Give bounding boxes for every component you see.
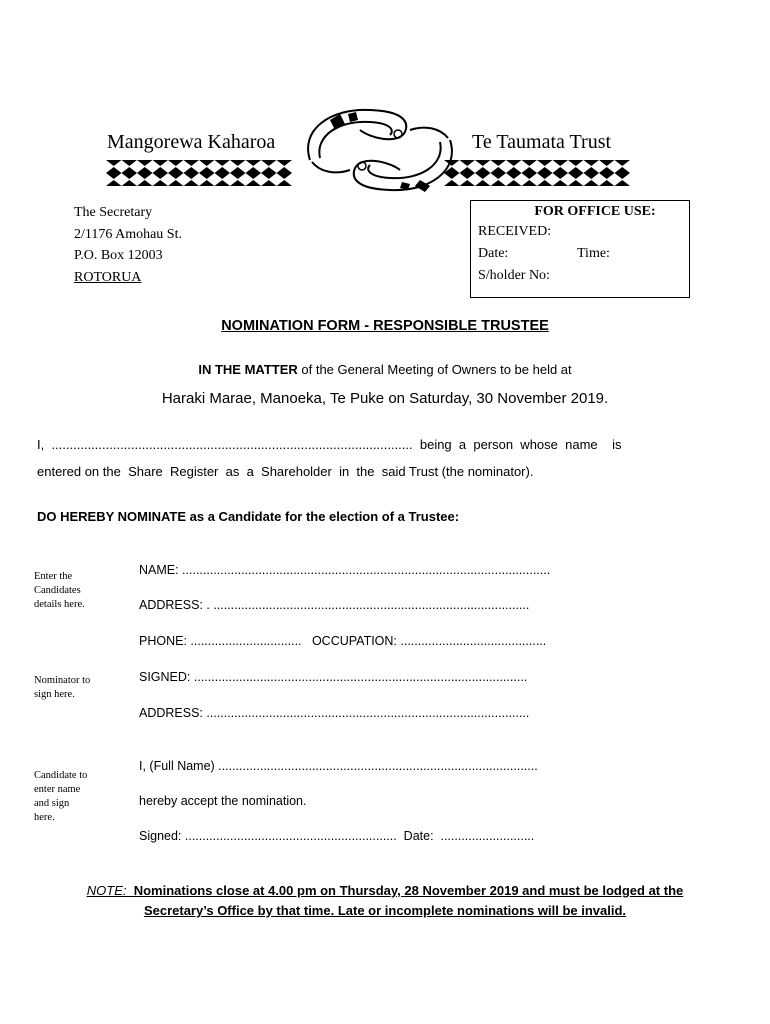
side-note-line: Candidate to — [34, 770, 88, 781]
note-line-1: Nominations close at 4.00 pm on Thursday, 28 November 2019 and must be lodged at the — [126, 883, 684, 898]
pattern-band-left — [106, 160, 292, 186]
candidate-address-field[interactable]: ADDRESS: . ........................................................................................... — [139, 598, 530, 612]
matter-line — [0, 362, 770, 377]
trust-logo — [290, 100, 470, 200]
side-note-line: details here. — [34, 599, 85, 610]
note-line-2: Secretary’s Office by that time. Late or incomplete nominations will be invalid. — [143, 903, 627, 918]
nominator-signed-field[interactable]: SIGNED: ................................................................................................ — [139, 670, 528, 684]
office-use-heading: FOR OFFICE USE: — [534, 204, 656, 219]
org-name-right: Te Taumata Trust — [472, 131, 612, 153]
side-note-line: Nominator to — [34, 675, 91, 686]
matter-rest: of the General Meeting of Owners to be held at — [297, 362, 572, 377]
office-time-label: Time: — [577, 246, 610, 261]
form-title: NOMINATION FORM - RESPONSIBLE TRUSTEE — [221, 318, 549, 334]
side-note-line: enter name — [34, 784, 81, 795]
acceptance-side-note — [34, 769, 87, 825]
venue-line: Haraki Marae, Manoeka, Te Puke on Saturday, 30 November 2019. — [161, 390, 609, 407]
side-note-line: Candidates — [34, 585, 81, 596]
side-note-line: here. — [34, 812, 55, 823]
side-note-line: Enter the — [34, 571, 73, 582]
side-note-line: sign here. — [34, 689, 75, 700]
address-line: P.O. Box 12003 — [74, 248, 163, 263]
side-note-line: and sign — [34, 798, 70, 809]
nominator-address-field[interactable]: ADDRESS: ............................................................................................. — [139, 706, 530, 720]
candidate-name-field[interactable]: NAME: .......................................................................................................... — [139, 563, 551, 577]
candidate-signed-date-field[interactable]: Signed: ............................................................. Date: ........................... — [139, 829, 535, 843]
office-sholder-label: S/holder No: — [478, 268, 550, 283]
office-received-label: RECEIVED: — [478, 224, 552, 239]
matter-bold: IN THE MATTER — [198, 362, 298, 377]
candidate-phone-occupation-field[interactable]: PHONE: ................................ OCCUPATION: .......................................... — [139, 634, 547, 648]
org-name-left: Mangorewa Kaharoa — [107, 131, 276, 153]
intro-line-1: I, .................................................................................................... being a person whose name is — [37, 437, 622, 452]
office-use-box — [470, 200, 690, 298]
candidate-full-name-field[interactable]: I, (Full Name) ............................................................................................ — [139, 759, 538, 773]
note-label: NOTE: — [86, 883, 127, 898]
candidate-side-note — [34, 570, 85, 612]
closing-note — [0, 881, 770, 921]
pattern-band-right — [444, 160, 630, 186]
address-line: 2/1176 Amohau St. — [74, 226, 182, 242]
acceptance-statement: hereby accept the nomination. — [139, 794, 307, 808]
nominator-side-note — [34, 674, 90, 702]
address-city: ROTORUA — [74, 269, 142, 285]
address-line: The Secretary — [74, 205, 153, 220]
secretary-address — [74, 202, 182, 288]
office-date-label: Date: — [478, 246, 509, 261]
intro-line-2: entered on the Share Register as a Shareholder in the said Trust (the nominator). — [37, 464, 534, 479]
nominate-heading: DO HEREBY NOMINATE as a Candidate for the election of a Trustee: — [37, 509, 460, 524]
